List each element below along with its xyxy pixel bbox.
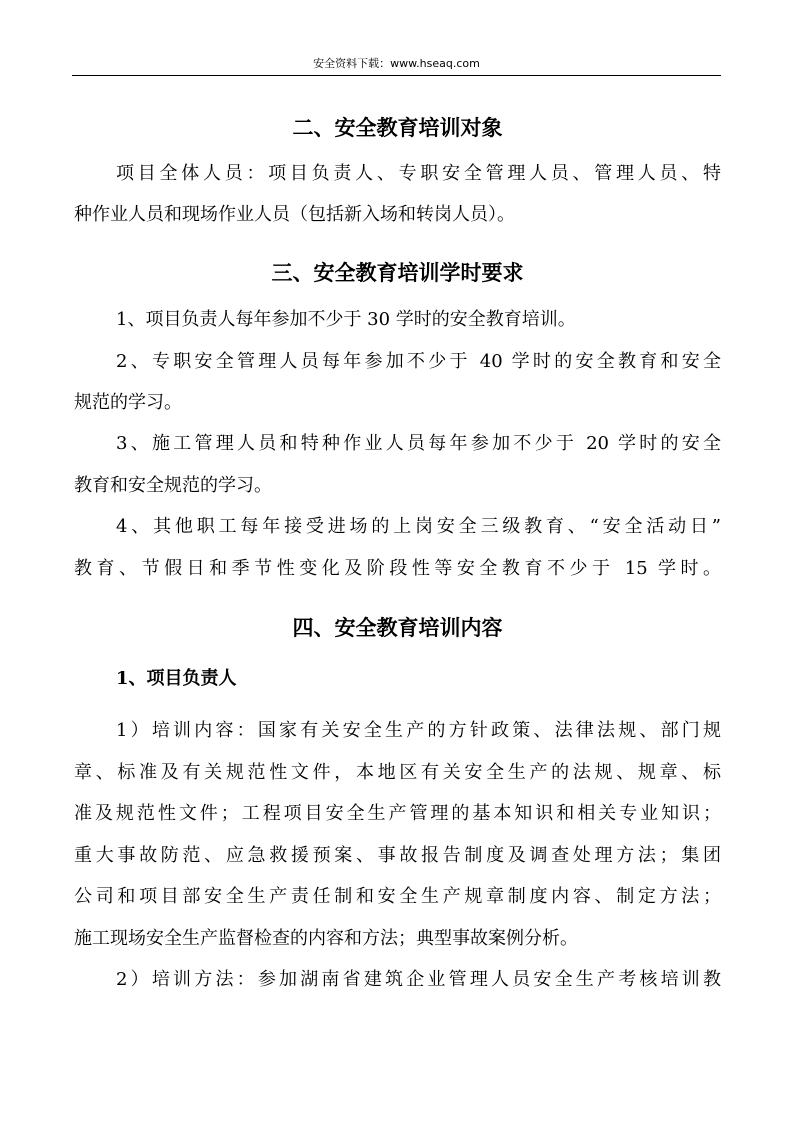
section-2-title: 二、安全教育培训对象 bbox=[292, 115, 503, 140]
list-item-continuation: 教育、节假日和季节性变化及阶段性等安全教育不少于 15 学时。 bbox=[74, 558, 721, 579]
paragraph-line: 2）培训方法：参加湖南省建筑企业管理人员安全生产考核培训教 bbox=[116, 969, 721, 990]
section-4-title: 四、安全教育培训内容 bbox=[292, 615, 503, 640]
paragraph-line: 重大事故防范、应急救援预案、事故报告制度及调查处理方法；集团 bbox=[74, 845, 721, 866]
paragraph-line: 种作业人员和现场作业人员（包括新入场和转岗人员）。 bbox=[74, 204, 515, 225]
list-item: 2、专职安全管理人员每年参加不少于 40 学时的安全教育和安全 bbox=[116, 351, 721, 372]
list-item: 3、施工管理人员和特种作业人员每年参加不少于 20 学时的安全 bbox=[116, 433, 721, 454]
paragraph-line: 项目全体人员：项目负责人、专职安全管理人员、管理人员、特 bbox=[116, 163, 721, 184]
paragraph-line: 准及规范性文件；工程项目安全生产管理的基本知识和相关专业知识； bbox=[74, 803, 721, 824]
paragraph-line: 1）培训内容：国家有关安全生产的方针政策、法律法规、部门规 bbox=[116, 720, 721, 741]
list-item: 1、项目负责人每年参加不少于 30 学时的安全教育培训。 bbox=[116, 309, 576, 330]
header-divider bbox=[72, 75, 721, 76]
list-item-continuation: 规范的学习。 bbox=[74, 392, 182, 413]
paragraph-line: 公司和项目部安全生产责任制和安全生产规章制度内容、制定方法； bbox=[74, 886, 721, 907]
section-3-title: 三、安全教育培训学时要求 bbox=[271, 260, 524, 285]
subsection-title: 1、项目负责人 bbox=[116, 668, 237, 689]
page-header: 安全资料下载：www.hseaq.com bbox=[313, 57, 480, 70]
paragraph-line: 章、标准及有关规范性文件，本地区有关安全生产的法规、规章、标 bbox=[74, 762, 721, 783]
paragraph-line: 施工现场安全生产监督检查的内容和方法；典型事故案例分析。 bbox=[74, 928, 578, 949]
list-item: 4、其他职工每年接受进场的上岗安全三级教育、“安全活动日” bbox=[116, 516, 721, 537]
list-item-continuation: 教育和安全规范的学习。 bbox=[74, 475, 272, 496]
